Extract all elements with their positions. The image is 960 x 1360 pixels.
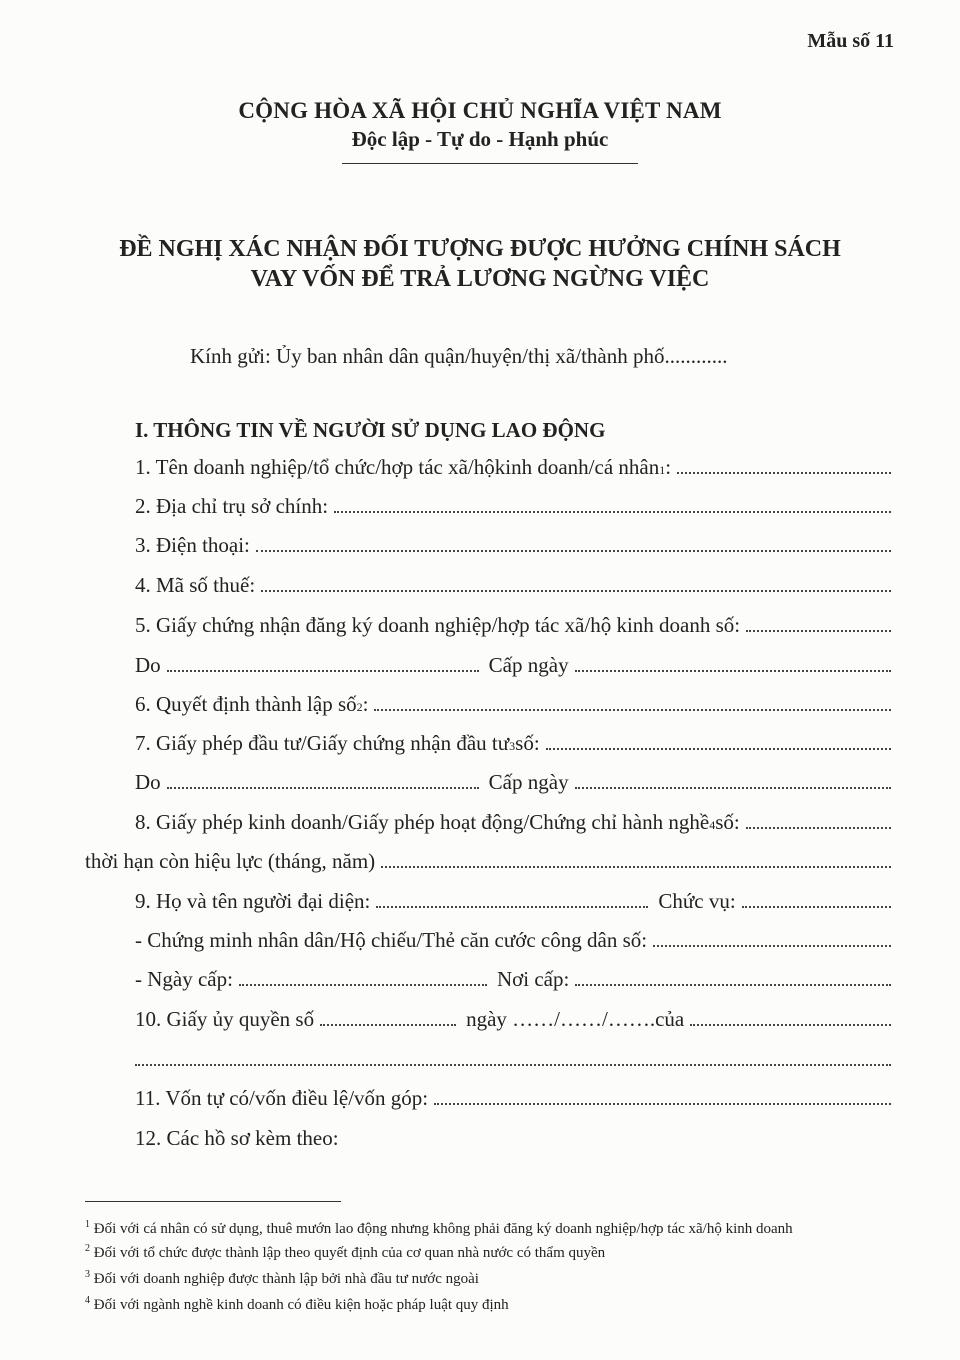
form-number: Mẫu số 11: [807, 30, 894, 52]
fill-line[interactable]: [575, 771, 891, 789]
field-row-issued-by-2: [135, 770, 891, 800]
document-title-line1: ĐỀ NGHỊ XÁC NHẬN ĐỐI TƯỢNG ĐƯỢC HƯỞNG CHÍNH SÁCH: [119, 236, 841, 262]
fill-line[interactable]: [376, 890, 648, 908]
footnote-number: 2: [85, 1243, 90, 1254]
field-label-do: Do: [135, 770, 161, 794]
field-label: thời hạn còn hiệu lực (tháng, năm): [85, 849, 376, 873]
fill-line[interactable]: [653, 929, 891, 947]
fill-line[interactable]: [167, 771, 479, 789]
fill-line[interactable]: [239, 968, 487, 986]
field-label: 8. Giấy phép kinh doanh/Giấy phép hoạt động/Chứng chỉ hành nghề: [135, 810, 710, 834]
field-row-representative: [135, 889, 891, 919]
field-label-issue-place: Nơi cấp:: [496, 967, 570, 991]
fill-line[interactable]: [546, 732, 891, 750]
field-label: 10. Giấy ủy quyền số: [135, 1007, 315, 1031]
footnote-text: Đối với tổ chức được thành lập theo quyết định của cơ quan nhà nước có thẩm quyền: [93, 1245, 606, 1261]
fill-line[interactable]: [374, 693, 891, 711]
document-title-line2: VAY VỐN ĐỂ TRẢ LƯƠNG NGỪNG VIỆC: [250, 266, 710, 292]
recipient-line: Kính gửi: Ủy ban nhân dân quận/huyện/thị xã/thành phố............: [190, 344, 728, 368]
field-row-authorization: [135, 1007, 891, 1037]
field-row-establishment-decision: 6. Quyết định thành lập số 2 :: [135, 692, 891, 722]
fill-line[interactable]: [381, 850, 891, 868]
field-row-attachments: [135, 1126, 891, 1156]
fill-line[interactable]: [746, 614, 891, 632]
field-label: - Ngày cấp:: [135, 967, 233, 991]
field-label-issue-date: Cấp ngày: [488, 653, 569, 677]
field-label: 11. Vốn tự có/vốn điều lệ/vốn góp:: [135, 1086, 429, 1110]
footnote-text: Đối với ngành nghề kinh doanh có điều kiện hoặc pháp luật quy định: [93, 1297, 509, 1313]
fill-line[interactable]: [261, 574, 891, 592]
fill-line[interactable]: [677, 456, 891, 474]
footnote-3: [85, 1271, 479, 1288]
fill-line[interactable]: [334, 495, 891, 513]
field-label-do: Do: [135, 653, 161, 677]
field-label: 7. Giấy phép đầu tư/Giấy chứng nhận đầu tư: [135, 731, 510, 755]
motto-underline: [342, 163, 638, 164]
fill-line[interactable]: [742, 890, 891, 908]
nation-heading: CỘNG HÒA XÃ HỘI CHỦ NGHĨA VIỆT NAM: [238, 98, 722, 123]
fill-line[interactable]: [135, 1048, 891, 1066]
field-label-end: :: [362, 692, 369, 716]
field-row-authorization-cont: [135, 1048, 891, 1078]
fill-line[interactable]: [320, 1008, 456, 1026]
field-row-phone: [135, 533, 891, 563]
footnote-number: 3: [85, 1269, 90, 1280]
field-row-business-registration: [135, 613, 891, 643]
footnote-text: Đối với doanh nghiệp được thành lập bởi nhà đầu tư nước ngoài: [93, 1271, 479, 1287]
field-row-validity: [85, 849, 891, 879]
field-row-tax-code: [135, 573, 891, 603]
field-label-issue-date: Cấp ngày: [488, 770, 569, 794]
field-label-end: số:: [715, 810, 740, 834]
footnote-4: [85, 1297, 509, 1314]
fill-line[interactable]: [746, 811, 891, 829]
section-heading: I. THÔNG TIN VỀ NGƯỜI SỬ DỤNG LAO ĐỘNG: [135, 418, 606, 442]
field-label: 2. Địa chỉ trụ sở chính:: [135, 494, 329, 518]
field-label: 9. Họ và tên người đại diện:: [135, 889, 371, 913]
field-row-id-document: [135, 928, 891, 958]
field-label-end: :: [665, 455, 672, 479]
field-row-capital: [135, 1086, 891, 1116]
field-label: 6. Quyết định thành lập số: [135, 692, 357, 716]
fill-line[interactable]: [167, 654, 479, 672]
field-label: 3. Điện thoại:: [135, 533, 250, 557]
field-row-company-name: 1. Tên doanh nghiệp/tổ chức/hợp tác xã/hộkinh doanh/cá nhân 1 :: [135, 455, 891, 485]
field-label: 5. Giấy chứng nhận đăng ký doanh nghiệp/hợp tác xã/hộ kinh doanh số:: [135, 613, 741, 637]
field-row-issued-by-1: [135, 653, 891, 683]
footnote-number: 4: [85, 1295, 90, 1306]
footnote-text: Đối với cá nhân có sử dụng, thuê mướn lao động nhưng không phải đăng ký doanh nghiệp/hợp tác xã/hộ kinh doanh: [93, 1221, 793, 1237]
field-label: - Chứng minh nhân dân/Hộ chiếu/Thẻ căn cước công dân số:: [135, 928, 648, 952]
footnote-divider: [85, 1201, 341, 1202]
field-row-investment-license: 7. Giấy phép đầu tư/Giấy chứng nhận đầu tư 3 số:: [135, 731, 891, 761]
fill-line[interactable]: [256, 534, 891, 552]
footnote-2: [85, 1245, 605, 1262]
fill-line[interactable]: [575, 968, 891, 986]
footnote-number: 1: [85, 1219, 90, 1230]
field-label-date-of: ngày ……/……/…….của: [466, 1007, 685, 1031]
field-row-business-license: 8. Giấy phép kinh doanh/Giấy phép hoạt động/Chứng chỉ hành nghề 4 số:: [135, 810, 891, 840]
field-label: 12. Các hồ sơ kèm theo:: [135, 1126, 339, 1150]
field-row-issue-date-place: [135, 967, 891, 997]
fill-line[interactable]: [434, 1087, 891, 1105]
fill-line[interactable]: [690, 1008, 891, 1026]
motto: Độc lập - Tự do - Hạnh phúc: [351, 127, 609, 151]
fill-line[interactable]: [575, 654, 891, 672]
field-label-end: số:: [515, 731, 540, 755]
field-label-position: Chức vụ:: [658, 889, 736, 913]
field-label: 1. Tên doanh nghiệp/tổ chức/hợp tác xã/hộkinh doanh/cá nhân: [135, 455, 660, 479]
footnote-1: [85, 1221, 793, 1238]
field-row-address: [135, 494, 891, 524]
field-label: 4. Mã số thuế:: [135, 573, 256, 597]
